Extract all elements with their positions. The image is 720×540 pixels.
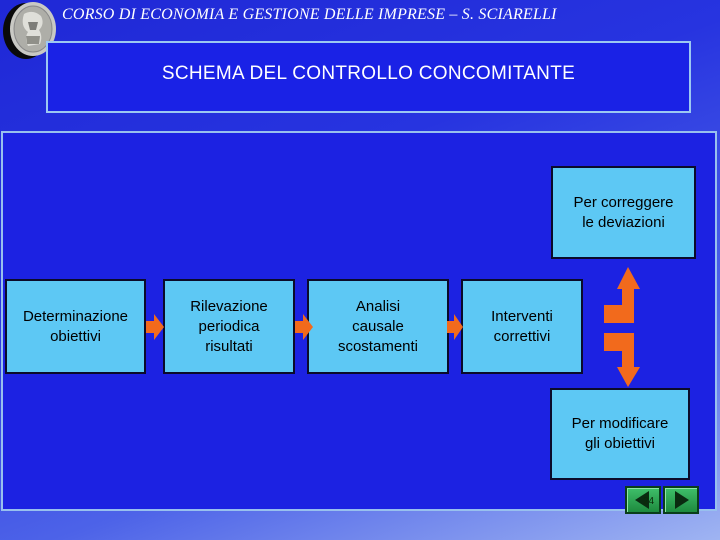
node-per-correggere: Per correggere le deviazioni: [551, 166, 696, 259]
page-number: 24: [643, 496, 655, 507]
slide-title: SCHEMA DEL CONTROLLO CONCOMITANTE: [161, 63, 576, 84]
next-slide-button[interactable]: [663, 486, 699, 514]
arrow-right-1: [146, 314, 164, 340]
node-determinazione-obiettivi: Determinazione obiettivi: [5, 279, 146, 374]
node-per-modificare: Per modificare gli obiettivi: [550, 388, 690, 480]
branch-arrow-down: [604, 327, 650, 389]
node-interventi-correttivi: Interventi correttivi: [461, 279, 583, 374]
node-analisi-scostamenti: Analisi causale scostamenti: [307, 279, 449, 374]
slide-title-box: [46, 41, 691, 113]
triangle-right-icon: [665, 488, 697, 512]
arrow-right-2: [295, 314, 313, 340]
arrow-right-3: [447, 314, 463, 340]
branch-arrow-up: [604, 267, 650, 329]
course-header: CORSO DI ECONOMIA E GESTIONE DELLE IMPRESE – S. SCIARELLI: [62, 6, 557, 23]
node-rilevazione-risultati: Rilevazione periodica risultati: [163, 279, 295, 374]
